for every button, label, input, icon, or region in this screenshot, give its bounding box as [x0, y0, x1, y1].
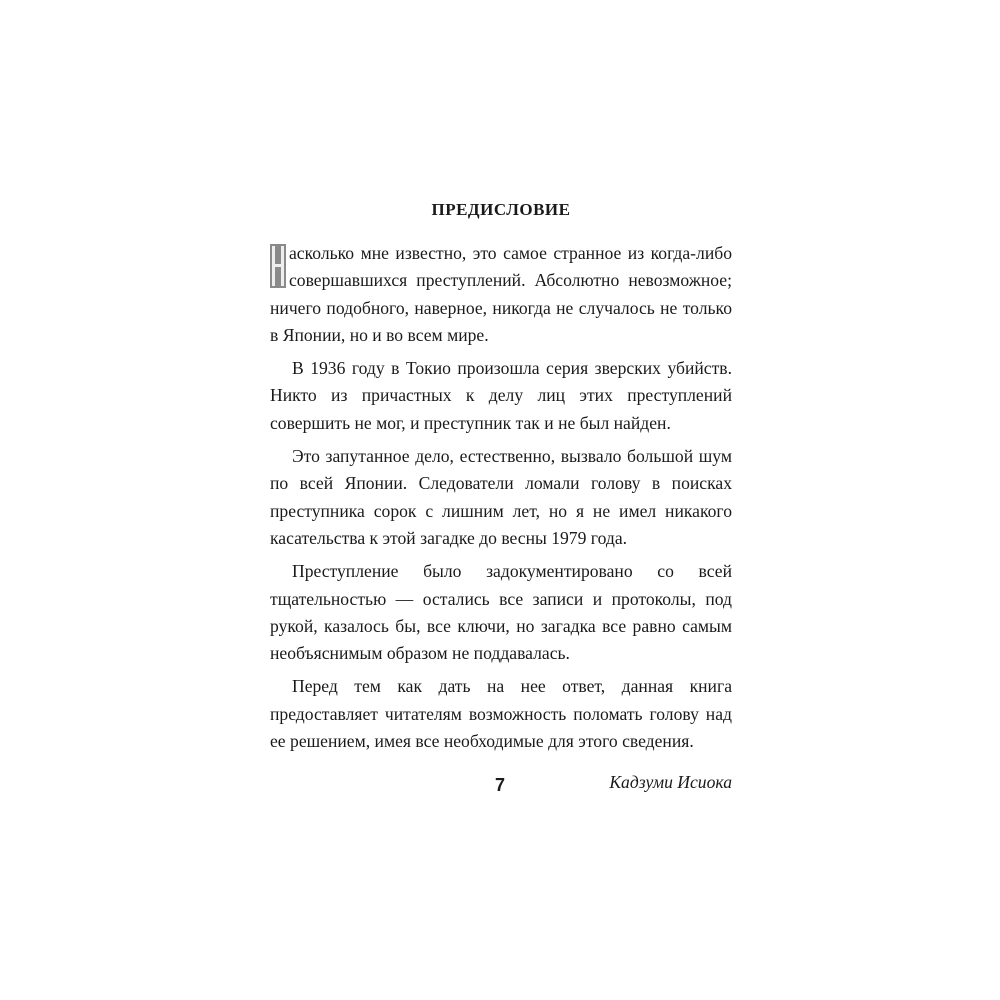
- preface-page: [270, 198, 732, 795]
- author-signature: Кадзуми Исиока: [609, 772, 732, 793]
- page-number: 7: [494, 775, 505, 795]
- dropcap-letter-icon: [270, 244, 286, 288]
- paragraph-1: [270, 240, 732, 349]
- paragraph-4: Преступление было задокументировано со всей тщательностью — остались все записи и протоколы, под рукой, казалось бы, все ключи, но загадка все равно самым необъяснимым образом не поддавалась.: [270, 561, 732, 664]
- page-title: ПРЕДИСЛОВИЕ: [431, 200, 571, 219]
- paragraph-5: Перед тем как дать на нее ответ, данная книга предоставляет читателям возможность поломать голову над ее решением, имея все необходимые для этого сведения.: [270, 676, 732, 752]
- paragraph-2: В 1936 году в Токио произошла серия зверских убийств. Никто из причастных к делу лиц этих преступлений совершить не мог, и преступник так и не был найден.: [270, 358, 732, 433]
- paragraph-text: асколько мне известно, это самое странное из когда-либо совершавшихся преступлений. Абсолютно невозможное; ничего подобного, наверное, никогда не случалось не только в Японии, но и во всем мире.: [270, 243, 732, 345]
- paragraph-3: Это запутанное дело, естественно, вызвало большой шум по всей Японии. Следователи ломали голову в поисках преступника сорок с лишним лет, но я не имел никакого касательства к этой загадке до весны 1979 года.: [270, 446, 732, 548]
